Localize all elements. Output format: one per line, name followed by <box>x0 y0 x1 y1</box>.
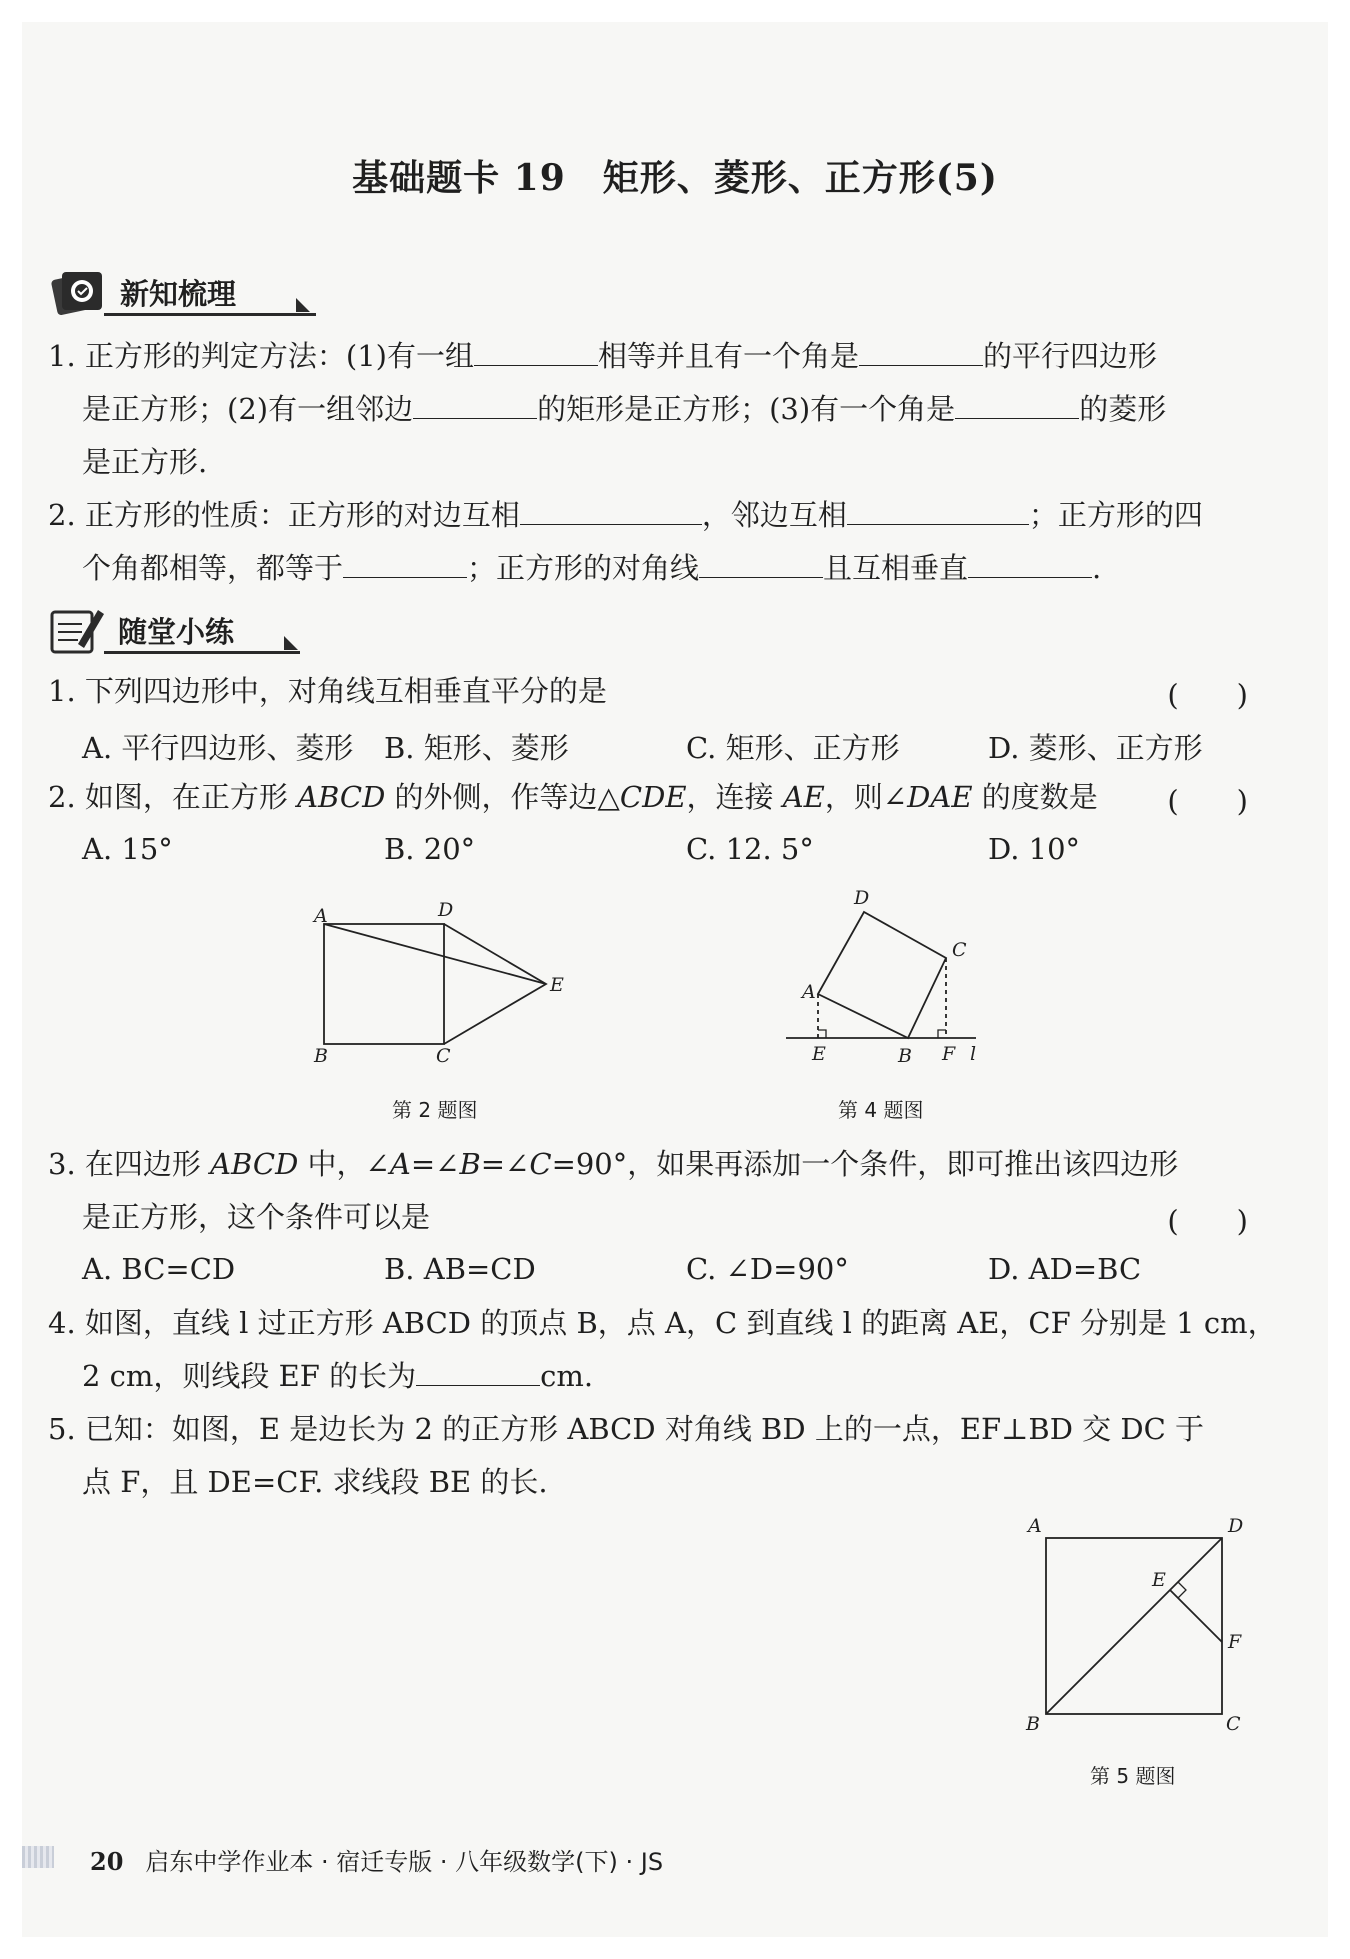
camera-icon <box>48 266 108 318</box>
option-a[interactable]: A. 15° <box>82 832 173 866</box>
answer-blank[interactable] <box>859 339 983 366</box>
knowledge-line-1: 1. 正方形的判定方法：(1)有一组 相等并且有一个角是 的平行四边形 <box>48 339 1157 373</box>
option-c[interactable]: C. 矩形、正方形 <box>686 731 900 765</box>
option-b[interactable]: B. 20° <box>384 832 476 866</box>
point-label-e: E <box>1152 1569 1166 1591</box>
figure-4-square-on-line <box>780 880 1000 1080</box>
section-header-new-knowledge <box>48 266 318 318</box>
answer-blank[interactable] <box>416 1359 540 1386</box>
knowledge-line-3: 是正方形. <box>82 445 208 479</box>
answer-blank[interactable] <box>474 339 598 366</box>
answer-blank[interactable] <box>520 498 702 525</box>
question-5-line-2: 点 F，且 DE=CF. 求线段 BE 的长. <box>82 1465 548 1499</box>
book-title: 启东中学作业本 · 宿迁专版 · 八年级数学(下) · JS <box>145 1848 664 1876</box>
question-4-line-2: 2 cm，则线段 EF 的长为 cm. <box>82 1359 594 1393</box>
figure-5-caption: 第 5 题图 <box>1090 1764 1176 1788</box>
answer-blank[interactable] <box>955 392 1079 419</box>
option-a[interactable]: A. BC=CD <box>82 1252 236 1286</box>
point-label-e: E <box>550 974 564 996</box>
question-3-line-1: 3. 在四边形 ABCD 中，∠A=∠B=∠C=90°，如果再添加一个条件，即可推出该四边形 <box>48 1147 1179 1181</box>
question-3-line-2: 是正方形，这个条件可以是 <box>82 1200 431 1234</box>
option-d[interactable]: D. 10° <box>988 832 1081 866</box>
segment-ae <box>324 924 546 984</box>
figure-5-square-diagonal <box>1020 1510 1260 1740</box>
triangle-cde <box>444 924 546 1044</box>
point-label-c: C <box>1226 1713 1241 1735</box>
footer <box>90 1842 663 1877</box>
footer-barcode-mark <box>22 1846 54 1868</box>
square-abcd <box>818 912 946 1038</box>
answer-blank[interactable] <box>968 551 1092 578</box>
section-header-class-practice <box>48 604 308 656</box>
option-b[interactable]: B. AB=CD <box>384 1252 536 1286</box>
square-abcd <box>324 924 444 1044</box>
answer-paren[interactable]: ( ) <box>1167 678 1248 712</box>
point-label-b: B <box>314 1045 328 1067</box>
section-triangle <box>296 298 310 312</box>
option-d[interactable]: D. AD=BC <box>988 1252 1142 1286</box>
point-label-c: C <box>952 939 967 961</box>
page-title: 基础题卡 19 矩形、菱形、正方形(5) <box>352 157 998 199</box>
page-number: 20 <box>90 1847 124 1876</box>
section-label: 随堂小练 <box>118 615 235 649</box>
section-label: 新知梳理 <box>120 277 237 311</box>
knowledge-line-2: 是正方形；(2)有一组邻边 的矩形是正方形；(3)有一个角是 的菱形 <box>82 392 1167 426</box>
right-angle-mark <box>938 1030 946 1038</box>
option-a[interactable]: A. 平行四边形、菱形 <box>82 731 354 765</box>
line-label-l: l <box>970 1043 977 1065</box>
figure-2-caption: 第 2 题图 <box>392 1098 478 1122</box>
section-triangle <box>284 636 298 650</box>
section-underline <box>104 313 316 316</box>
right-angle-mark <box>818 1030 826 1038</box>
diagonal-bd <box>1046 1538 1222 1714</box>
answer-blank[interactable] <box>343 551 467 578</box>
question-4-line-1: 4. 如图，直线 l 过正方形 ABCD 的顶点 B，点 A，C 到直线 l 的距离 AE，CF 分别是 1 cm， <box>48 1306 1277 1340</box>
option-b[interactable]: B. 矩形、菱形 <box>384 731 569 765</box>
point-label-d: D <box>854 887 870 909</box>
question-5-line-1: 5. 已知：如图，E 是边长为 2 的正方形 ABCD 对角线 BD 上的一点，EF⊥BD 交 DC 于 <box>48 1412 1205 1446</box>
answer-blank[interactable] <box>699 551 823 578</box>
point-label-d: D <box>1228 1515 1244 1537</box>
knowledge-line-5: 个角都相等，都等于 ；正方形的对角线 且互相垂直 . <box>82 551 1102 585</box>
knowledge-line-4: 2. 正方形的性质：正方形的对边互相 ，邻边互相 ；正方形的四 <box>48 498 1203 532</box>
question-1-stem: 1. 下列四边形中，对角线互相垂直平分的是 <box>48 674 607 708</box>
point-label-a: A <box>802 981 816 1003</box>
answer-paren[interactable]: ( ) <box>1167 784 1248 818</box>
figure-4-caption: 第 4 题图 <box>838 1098 924 1122</box>
option-d[interactable]: D. 菱形、正方形 <box>988 731 1203 765</box>
option-c[interactable]: C. ∠D=90° <box>686 1252 849 1286</box>
notebook-pen-icon <box>48 604 108 656</box>
question-2-stem: 2. 如图，在正方形 ABCD 的外侧，作等边△CDE，连接 AE，则∠DAE 的度数是 <box>48 780 1098 814</box>
point-label-f: F <box>942 1043 956 1065</box>
point-label-a: A <box>314 905 328 927</box>
point-label-b: B <box>1026 1713 1040 1735</box>
answer-blank[interactable] <box>847 498 1029 525</box>
point-label-b: B <box>898 1045 912 1067</box>
point-label-e: E <box>812 1043 826 1065</box>
point-label-a: A <box>1028 1515 1042 1537</box>
point-label-f: F <box>1228 1631 1242 1653</box>
figure-2-square-triangle <box>300 898 590 1078</box>
answer-blank[interactable] <box>413 392 537 419</box>
point-label-c: C <box>436 1045 451 1067</box>
option-c[interactable]: C. 12. 5° <box>686 832 814 866</box>
answer-paren[interactable]: ( ) <box>1167 1204 1248 1238</box>
point-label-d: D <box>438 899 454 921</box>
section-underline <box>104 651 300 654</box>
right-angle-mark <box>1178 1582 1186 1598</box>
